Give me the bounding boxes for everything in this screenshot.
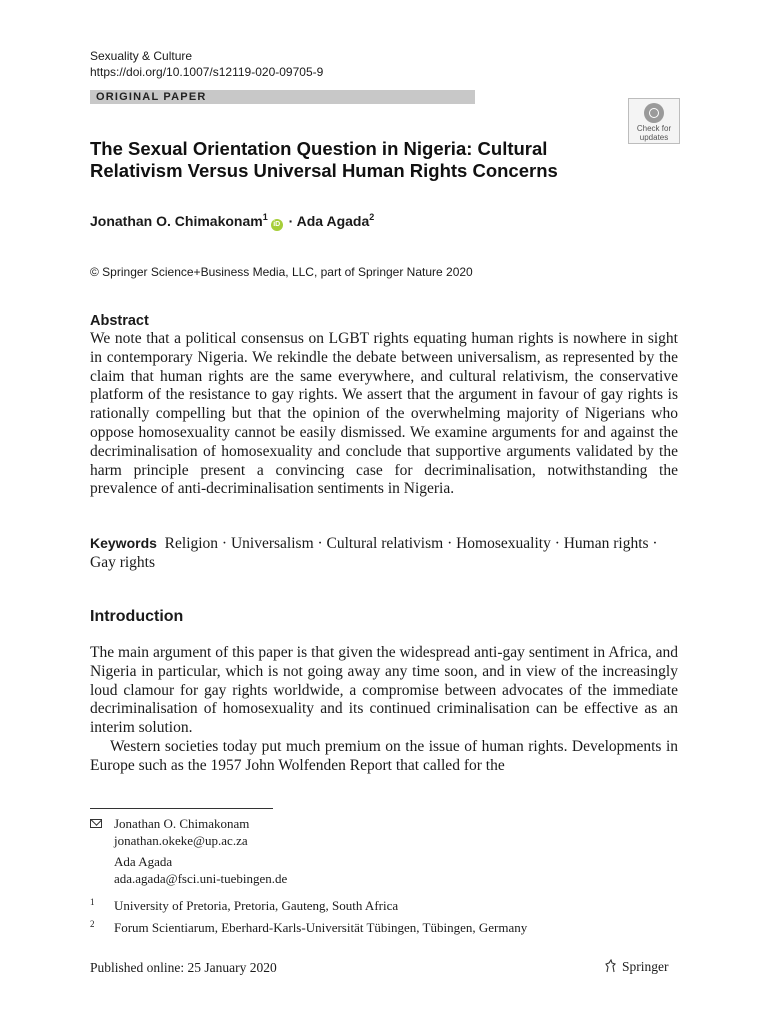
contact-1-email[interactable]: jonathan.okeke@up.ac.za [114,833,248,848]
author-2[interactable]: Ada Agada [296,213,370,229]
keywords-label: Keywords [90,535,157,551]
intro-paragraph-2: Western societies today put much premium on the issue of human rights. Developments in Europe such as the 1957 John Wolfenden Report that called for the [90,737,678,774]
paper-title-line-2: Relativism Versus Universal Human Rights Concerns [90,160,558,181]
introduction-heading: Introduction [90,608,184,625]
contact-2-email[interactable]: ada.agada@fsci.uni-tuebingen.de [114,871,288,886]
intro-paragraph-1: The main argument of this paper is that given the widespread anti-gay sentiment in Africa, and Nigeria in particular, which is not going away any time soon, and in view of the increasingly loud clamour for gay rights worldwide, a compromise between advocates of the immediate decriminalisation of homosexuality and its continued criminalisation can be effective as an interim solution. [90,644,678,737]
envelope-icon [90,819,102,828]
author-1-affiliation: 1 [262,212,268,222]
check-updates-icon [644,103,664,123]
journal-info [90,48,323,80]
paper-title-line-1: The Sexual Orientation Question in Nigeria: Cultural [90,138,548,159]
abstract-heading: Abstract [90,313,149,329]
springer-horse-icon [604,959,618,973]
abstract-text: We note that a political consensus on LGBT rights equating human rights is nowhere in sight in contemporary Nigeria. We rekindle the debate between universalism, as represented by the claim that human rights are the same everywhere, and cultural relativism, the conservative platform of the resistance to gay rights. We assert that the argument in favour of gay rights is rationally compelling but that the opinion of the overwhelming majority of Nigerians who oppose homosexuality cannot be easily dismissed. We examine arguments for and against the decriminalisation of homosexuality and conclude that supportive arguments validated by the harm principle present a convincing case for decriminalisation, notwithstanding the prevalence of anti-decriminalisation sentiments in Nigeria. [90,330,678,498]
affiliation-2-number: 2 [90,919,95,929]
author-2-affiliation: 2 [369,212,375,222]
article-type-banner [90,90,475,104]
footnote-divider [90,808,273,809]
check-updates-label-1: Check for [636,124,672,133]
contact-1-name: Jonathan O. Chimakonam [114,816,250,831]
affiliation-1-number: 1 [90,897,95,907]
published-date: Published online: 25 January 2020 [90,960,277,975]
keywords [90,534,678,572]
check-for-updates-button[interactable] [628,98,680,144]
publisher-name: Springer [622,959,669,974]
keywords-list: Religion · Universalism · Cultural relativism · Homosexuality · Human rights · Gay rights [90,535,658,571]
affiliation-2: Forum Scientiarum, Eberhard-Karls-Universität Tübingen, Tübingen, Germany [114,920,528,935]
paper-title [90,138,610,182]
publisher-logo[interactable] [604,958,669,976]
journal-name: Sexuality & Culture [90,49,193,63]
orcid-icon[interactable]: iD [271,219,283,231]
article-type-label: ORIGINAL PAPER [96,91,207,103]
affiliation-1: University of Pretoria, Pretoria, Gauteng, South Africa [114,898,399,913]
contact-2-name: Ada Agada [114,854,173,869]
introduction-body [90,644,678,776]
author-1[interactable]: Jonathan O. Chimakonam [90,213,263,229]
author-list [90,208,374,231]
copyright-notice: © Springer Science+Business Media, LLC, part of Springer Nature 2020 [90,265,473,279]
author-separator: · [284,213,297,229]
check-updates-label-2: updates [639,133,669,142]
doi-link[interactable]: https://doi.org/10.1007/s12119-020-09705-9 [90,65,324,79]
